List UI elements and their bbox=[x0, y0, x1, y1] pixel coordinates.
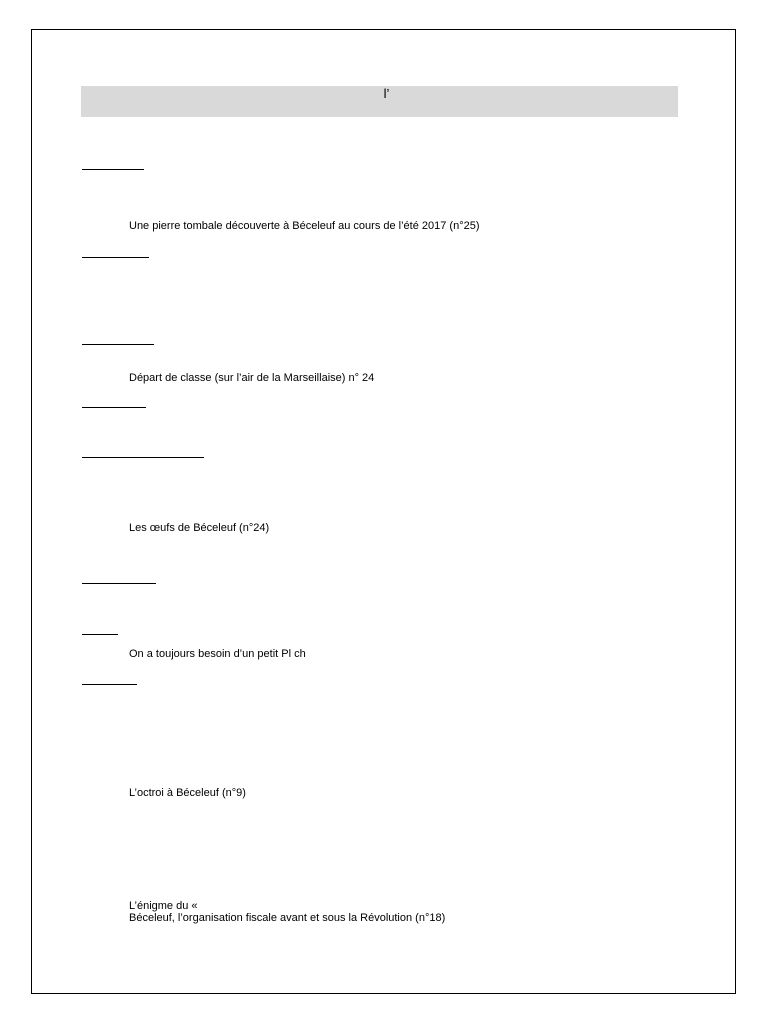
section-heading-rule bbox=[82, 457, 204, 458]
section-heading-rule bbox=[82, 169, 144, 170]
section-heading-rule bbox=[82, 583, 156, 584]
article-entry: Les œufs de Béceleuf (n°24) bbox=[129, 522, 270, 534]
article-entry: On a toujours besoin d’un petit Pl ch bbox=[129, 648, 306, 660]
section-heading-rule bbox=[82, 407, 146, 408]
page-title: l’ bbox=[383, 86, 390, 101]
page-border bbox=[31, 29, 736, 994]
article-entry: L’énigme du « bbox=[129, 900, 198, 912]
article-entry: Départ de classe (sur l’air de la Marseillaise) n° 24 bbox=[129, 372, 375, 384]
section-heading-rule bbox=[82, 634, 118, 635]
section-heading-rule bbox=[82, 344, 154, 345]
section-heading-rule bbox=[82, 257, 149, 258]
article-entry: Une pierre tombale découverte à Béceleuf au cours de l’été 2017 (n°25) bbox=[129, 220, 480, 232]
article-entry: Béceleuf, l’organisation fiscale avant et sous la Révolution (n°18) bbox=[129, 912, 446, 924]
title-band bbox=[81, 86, 678, 117]
section-heading-rule bbox=[82, 684, 137, 685]
article-entry: L’octroi à Béceleuf (n°9) bbox=[129, 787, 246, 799]
